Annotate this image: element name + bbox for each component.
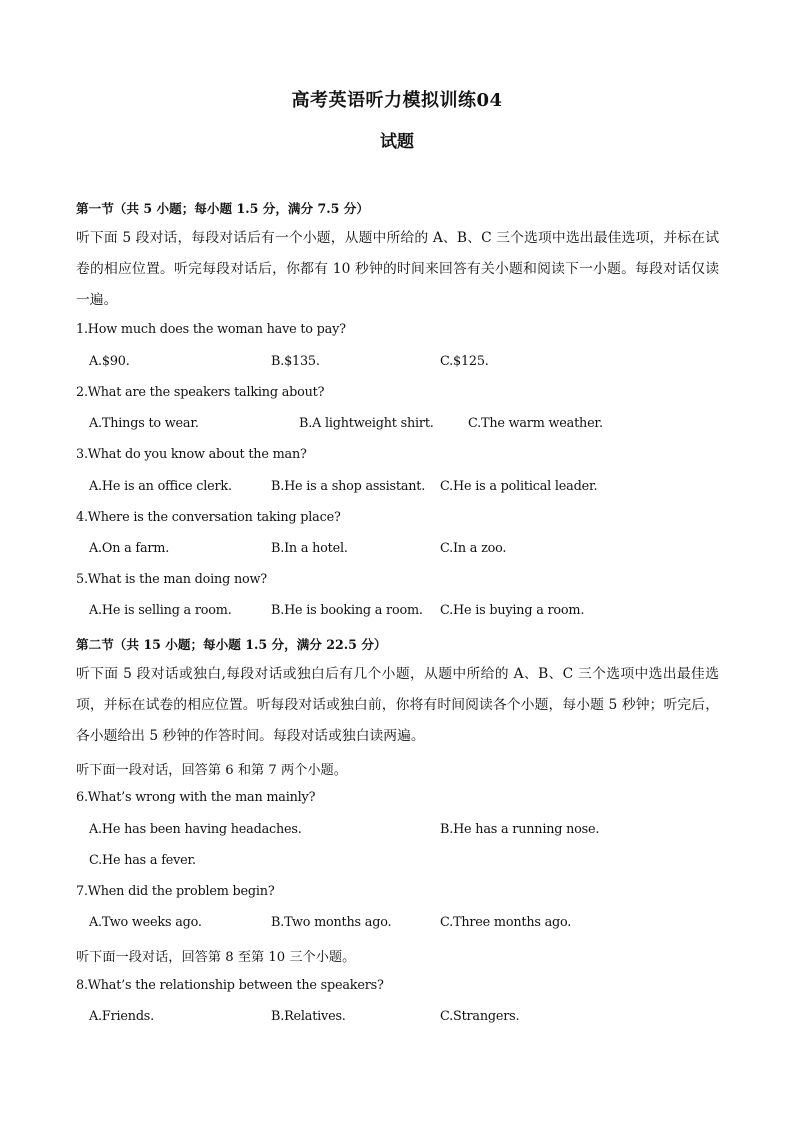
question-7: 7.When did the problem begin? [76,884,275,899]
q4-option-b: B.In a hotel. [271,541,348,556]
q4-option-a: A.On a farm. [89,541,170,556]
question-5: 5.What is the man doing now? [76,572,267,587]
question-6: 6.What’s wrong with the man mainly? [76,790,316,805]
page-subtitle: 试题 [380,132,414,152]
q7-option-a: A.Two weeks ago. [89,915,202,930]
q6-option-a: A.He has been having headaches. [89,822,302,837]
q3-option-c: C.He is a political leader. [440,479,598,494]
q3-option-a: A.He is an office clerk. [89,479,232,494]
q5-option-b: B.He is booking a room. [271,603,423,618]
q6-option-c: C.He has a fever. [89,853,196,868]
q8-option-a: A.Friends. [89,1009,155,1024]
question-8: 8.What’s the relationship between the speakers? [76,978,384,993]
question-2: 2.What are the speakers talking about? [76,385,325,400]
group-instruction-8-10: 听下面一段对话，回答第 8 至第 10 三个小题。 [76,950,356,965]
q6-option-b: B.He has a running nose. [440,822,600,837]
question-3: 3.What do you know about the man? [76,447,307,462]
q1-option-a: A.$90. [89,354,130,369]
q8-option-c: C.Strangers. [440,1009,520,1024]
q1-option-b: B.$135. [271,354,320,369]
q2-option-c: C.The warm weather. [468,416,603,431]
q4-option-c: C.In a zoo. [440,541,507,556]
q2-option-a: A.Things to wear. [89,416,199,431]
page-title: 高考英语听力模拟训练04 [291,90,503,111]
group-instruction-6-7: 听下面一段对话，回答第 6 和第 7 两个小题。 [76,763,347,778]
q8-option-b: B.Relatives. [271,1009,346,1024]
question-1: 1.How much does the woman have to pay? [76,322,346,337]
q5-option-a: A.He is selling a room. [89,603,232,618]
q3-option-b: B.He is a shop assistant. [271,479,426,494]
question-4: 4.Where is the conversation taking place? [76,510,341,525]
instructions-part2: 听下面 5 段对话或独白,每段对话或独白后有几个小题，从题中所给的 A、B、C 三个选项中选出最佳选项，并标在试卷的相应位置。听每段对话或独白前，你将有时间阅读各个小题，每小题 5 秒钟；听完后，各小题给出 5 秒钟的作答时间。每段对话或独白读两遍。 [76,666,719,744]
section-header-part2: 第二节（共 15 小题；每小题 1.5 分，满分 22.5 分） [76,637,387,652]
section-header-part1: 第一节（共 5 小题；每小题 1.5 分，满分 7.5 分） [76,201,369,216]
q5-option-c: C.He is buying a room. [440,603,585,618]
instructions-part1: 听下面 5 段对话，每段对话后有一个小题，从题中所给的 A、B、C 三个选项中选出最佳选项，并标在试卷的相应位置。听完每段对话后，你都有 10 秒钟的时间来回答有关小题和阅读下一小题。每段对话仅读一遍。 [76,230,719,308]
q2-option-b: B.A lightweight shirt. [299,416,434,431]
q1-option-c: C.$125. [440,354,489,369]
q7-option-b: B.Two months ago. [271,915,392,930]
q7-option-c: C.Three months ago. [440,915,572,930]
